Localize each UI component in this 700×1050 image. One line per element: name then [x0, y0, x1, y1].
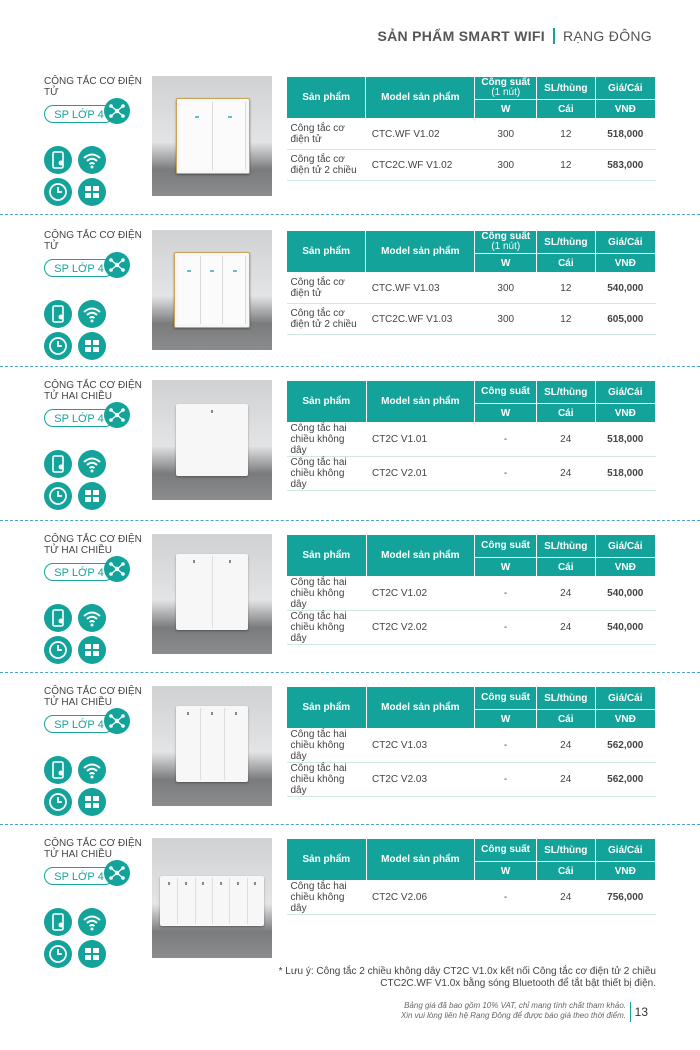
unit-cai: Cái — [537, 100, 595, 119]
unit-w: W — [475, 862, 537, 881]
indicator-dot — [229, 560, 231, 563]
indicator-dot — [193, 560, 195, 563]
qty-value: 24 — [536, 423, 595, 457]
wifi-icon — [78, 146, 106, 174]
table-row — [287, 423, 656, 457]
table-header-row — [287, 381, 656, 404]
disclaimer-line-2: Xin vui lòng liên hệ Rạng Đông để được báo giá theo thời điểm. — [400, 1011, 626, 1020]
col-qty: SL/thùng — [536, 381, 595, 404]
price-value: 562,000 — [595, 729, 656, 763]
col-product: Sản phẩm — [287, 839, 367, 881]
page-header — [377, 28, 652, 44]
unit-vnd: VNĐ — [595, 404, 656, 423]
unit-cai: Cái — [537, 254, 595, 273]
class-badge: SP LỚP 4 — [44, 259, 114, 277]
unit-vnd: VNĐ — [595, 100, 655, 119]
model-code: CT2C V2.01 — [366, 457, 475, 491]
category-label: CÔNG TẮC CƠ ĐIỆN TỬ HAI CHIỀU — [44, 838, 142, 860]
product-photo — [152, 534, 272, 654]
price-table — [286, 838, 656, 915]
product-name: Công tắc cơ điện tử — [287, 119, 366, 150]
gang-separator — [247, 878, 248, 924]
price-value: 605,000 — [595, 304, 655, 335]
col-qty: SL/thùng — [537, 231, 595, 254]
col-power-label: Công suất — [481, 231, 531, 242]
product-section — [0, 230, 700, 380]
clock-icon — [44, 940, 72, 968]
unit-w: W — [475, 100, 537, 119]
wifi-icon — [78, 604, 106, 632]
unit-cai: Cái — [536, 710, 595, 729]
table-header-row — [287, 687, 656, 710]
unit-vnd: VNĐ — [595, 254, 655, 273]
product-name: Công tắc hai chiều không dây — [287, 763, 367, 797]
qty-value: 12 — [537, 150, 595, 181]
wifi-icon — [78, 908, 106, 936]
phone-touch-icon — [44, 604, 72, 632]
indicator-dot — [211, 712, 213, 715]
wifi-icon — [78, 300, 106, 328]
table-header-row — [287, 535, 656, 558]
power-value: - — [475, 611, 537, 645]
header-brand: RẠNG ĐÔNG — [562, 28, 652, 44]
switch-rocker — [180, 102, 213, 170]
qty-value: 24 — [536, 611, 595, 645]
power-value: 300 — [475, 119, 537, 150]
class-badge: SP LỚP 4 — [44, 409, 114, 427]
phone-touch-icon — [44, 756, 72, 784]
product-photo — [152, 686, 272, 806]
product-section — [0, 76, 700, 226]
switch-plate — [160, 876, 264, 926]
unit-vnd: VNĐ — [595, 710, 656, 729]
indicator-dot — [220, 882, 222, 885]
col-power — [475, 839, 537, 862]
table-row — [287, 150, 656, 181]
unit-cai: Cái — [536, 404, 595, 423]
model-code: CT2C V1.02 — [366, 577, 475, 611]
indicator-led — [233, 270, 237, 272]
qty-value: 12 — [537, 304, 595, 335]
col-model: Model sản phẩm — [366, 231, 475, 273]
table-row — [287, 119, 656, 150]
indicator-dot — [237, 882, 239, 885]
price-value: 583,000 — [595, 150, 655, 181]
indicator-dot — [185, 882, 187, 885]
table-row — [287, 273, 656, 304]
class-badge: SP LỚP 4 — [44, 105, 114, 123]
grid-icon — [78, 788, 106, 816]
power-value: - — [475, 457, 537, 491]
network-hub-icon — [104, 98, 130, 124]
power-value: - — [475, 729, 537, 763]
indicator-led — [187, 270, 191, 272]
model-code: CTC.WF V1.03 — [366, 273, 475, 304]
model-code: CTC2C.WF V1.02 — [366, 150, 475, 181]
price-table — [286, 380, 656, 491]
product-name: Công tắc cơ điện tử 2 chiều — [287, 150, 366, 181]
model-code: CT2C V1.03 — [366, 729, 475, 763]
price-table — [286, 534, 656, 645]
product-name: Công tắc cơ điện tử 2 chiều — [287, 304, 366, 335]
power-value: 300 — [475, 273, 537, 304]
col-qty: SL/thùng — [536, 535, 595, 558]
price-value: 540,000 — [595, 273, 655, 304]
power-value: - — [475, 763, 537, 797]
category-label: CÔNG TẮC CƠ ĐIỆN TỬ HAI CHIỀU — [44, 380, 142, 402]
product-name: Công tắc hai chiều không dây — [287, 611, 367, 645]
col-power-label: Công suất — [481, 692, 530, 703]
indicator-dot — [202, 882, 204, 885]
power-value: 300 — [475, 304, 537, 335]
switch-plate — [176, 404, 248, 476]
switch-plate — [176, 554, 248, 630]
clock-icon — [44, 332, 72, 360]
clock-icon — [44, 636, 72, 664]
page-number: 13 — [630, 1002, 648, 1022]
col-product: Sản phẩm — [287, 687, 367, 729]
product-photo — [152, 380, 272, 500]
indicator-dot — [235, 712, 237, 715]
table-row — [287, 729, 656, 763]
category-label: CÔNG TẮC CƠ ĐIỆN TỬ HAI CHIỀU — [44, 686, 142, 708]
power-value: 300 — [475, 150, 537, 181]
col-model: Model sản phẩm — [366, 77, 475, 119]
model-code: CT2C V2.06 — [366, 881, 475, 915]
wifi-icon — [78, 450, 106, 478]
col-model: Model sản phẩm — [366, 839, 475, 881]
indicator-dot — [168, 882, 170, 885]
switch-rocker — [213, 102, 246, 170]
col-price: Giá/Cái — [595, 839, 656, 862]
price-value: 562,000 — [595, 763, 656, 797]
col-qty: SL/thùng — [536, 839, 595, 862]
product-name: Công tắc hai chiều không dây — [287, 729, 367, 763]
qty-value: 24 — [536, 763, 595, 797]
product-name: Công tắc hai chiều không dây — [287, 577, 367, 611]
unit-vnd: VNĐ — [595, 558, 656, 577]
col-power — [475, 77, 537, 100]
qty-value: 24 — [536, 577, 595, 611]
gang-separator — [177, 878, 178, 924]
power-value: - — [475, 577, 537, 611]
switch-rocker — [178, 256, 201, 324]
wifi-icon — [78, 756, 106, 784]
network-hub-icon — [104, 402, 130, 428]
price-value: 756,000 — [595, 881, 656, 915]
indicator-dot — [187, 712, 189, 715]
grid-icon — [78, 636, 106, 664]
switch-rocker — [201, 256, 224, 324]
col-model: Model sản phẩm — [366, 381, 475, 423]
col-power — [475, 687, 537, 710]
product-name: Công tắc hai chiều không dây — [287, 457, 367, 491]
class-badge: SP LỚP 4 — [44, 867, 114, 885]
disclaimer — [296, 1001, 626, 1021]
col-model: Model sản phẩm — [366, 687, 475, 729]
table-header-row — [287, 839, 656, 862]
gang-separator — [229, 878, 230, 924]
network-hub-icon — [104, 556, 130, 582]
network-hub-icon — [104, 708, 130, 734]
col-power — [475, 535, 537, 558]
product-section — [0, 534, 700, 684]
col-power-label: Công suất — [481, 386, 530, 397]
class-badge: SP LỚP 4 — [44, 563, 114, 581]
indicator-led — [210, 270, 214, 272]
clock-icon — [44, 178, 72, 206]
col-power-label: Công suất — [481, 77, 531, 88]
unit-vnd: VNĐ — [595, 862, 656, 881]
class-badge: SP LỚP 4 — [44, 715, 114, 733]
header-separator — [553, 28, 555, 44]
model-code: CTC.WF V1.02 — [366, 119, 475, 150]
category-label: CÔNG TẮC CƠ ĐIỆN TỬ HAI CHIỀU — [44, 534, 142, 556]
price-value: 518,000 — [595, 423, 656, 457]
price-value: 518,000 — [595, 457, 656, 491]
col-price: Giá/Cái — [595, 687, 656, 710]
qty-value: 12 — [537, 273, 595, 304]
indicator-led — [228, 116, 232, 118]
col-price: Giá/Cái — [595, 231, 655, 254]
col-product: Sản phẩm — [287, 381, 367, 423]
col-power-sub: (1 nút) — [491, 87, 521, 98]
product-name: Công tắc hai chiều không dây — [287, 423, 367, 457]
col-product: Sản phẩm — [287, 77, 366, 119]
table-row — [287, 611, 656, 645]
switch-plate — [176, 98, 250, 174]
network-hub-icon — [104, 860, 130, 886]
indicator-dot — [211, 410, 213, 413]
switch-rocker — [223, 256, 246, 324]
category-label: CÔNG TẮC CƠ ĐIỆN TỬ — [44, 76, 142, 98]
table-row — [287, 763, 656, 797]
table-row — [287, 457, 656, 491]
phone-touch-icon — [44, 300, 72, 328]
unit-w: W — [475, 710, 537, 729]
unit-w: W — [475, 404, 537, 423]
phone-touch-icon — [44, 146, 72, 174]
unit-cai: Cái — [536, 558, 595, 577]
price-table — [286, 230, 656, 335]
power-value: - — [475, 423, 537, 457]
product-photo — [152, 76, 272, 196]
category-label: CÔNG TẮC CƠ ĐIỆN TỬ — [44, 230, 142, 252]
indicator-led — [195, 116, 199, 118]
col-power — [475, 231, 537, 254]
network-hub-icon — [104, 252, 130, 278]
grid-icon — [78, 940, 106, 968]
unit-w: W — [475, 254, 537, 273]
price-table — [286, 686, 656, 797]
grid-icon — [78, 178, 106, 206]
col-power-label: Công suất — [481, 844, 530, 855]
table-row — [287, 304, 656, 335]
table-header-row — [287, 77, 656, 100]
col-price: Giá/Cái — [595, 381, 656, 404]
power-value: - — [475, 881, 537, 915]
switch-plate — [176, 706, 248, 782]
col-qty: SL/thùng — [536, 687, 595, 710]
price-table — [286, 76, 656, 181]
clock-icon — [44, 482, 72, 510]
price-value: 518,000 — [595, 119, 655, 150]
col-power-sub: (1 nút) — [491, 241, 521, 252]
switch-plate — [174, 252, 250, 328]
product-name: Công tắc hai chiều không dây — [287, 881, 367, 915]
model-code: CT2C V2.02 — [366, 611, 475, 645]
indicator-dot — [254, 882, 256, 885]
model-code: CTC2C.WF V1.03 — [366, 304, 475, 335]
gang-separator — [200, 708, 201, 780]
product-photo — [152, 230, 272, 350]
qty-value: 24 — [536, 729, 595, 763]
qty-value: 24 — [536, 457, 595, 491]
col-qty: SL/thùng — [537, 77, 595, 100]
table-row — [287, 881, 656, 915]
product-photo — [152, 838, 272, 958]
phone-touch-icon — [44, 908, 72, 936]
col-model: Model sản phẩm — [366, 535, 475, 577]
col-power — [475, 381, 537, 404]
price-value: 540,000 — [595, 611, 656, 645]
disclaimer-line-1: Bảng giá đã bao gồm 10% VAT, chỉ mang tính chất tham khảo. — [404, 1001, 626, 1010]
gang-separator — [224, 708, 225, 780]
col-power-label: Công suất — [481, 540, 530, 551]
model-code: CT2C V2.03 — [366, 763, 475, 797]
gang-separator — [212, 878, 213, 924]
table-row — [287, 577, 656, 611]
unit-cai: Cái — [536, 862, 595, 881]
col-product: Sản phẩm — [287, 231, 366, 273]
product-section — [0, 686, 700, 836]
grid-icon — [78, 482, 106, 510]
clock-icon — [44, 788, 72, 816]
model-code: CT2C V1.01 — [366, 423, 475, 457]
footnote: * Lưu ý: Công tắc 2 chiều không dây CT2C V1.0x kết nối Công tắc cơ điện tử 2 chiều CTC2C.WF V1.0x bằng sóng Bluetooth để tắt bật thiết bị điện. — [278, 966, 656, 989]
phone-touch-icon — [44, 450, 72, 478]
product-name: Công tắc cơ điện tử — [287, 273, 366, 304]
product-section — [0, 380, 700, 530]
qty-value: 24 — [536, 881, 595, 915]
qty-value: 12 — [537, 119, 595, 150]
grid-icon — [78, 332, 106, 360]
col-product: Sản phẩm — [287, 535, 367, 577]
gang-separator — [212, 556, 213, 628]
header-title: SẢN PHẨM SMART WIFI — [377, 28, 545, 44]
gang-separator — [195, 878, 196, 924]
col-price: Giá/Cái — [595, 535, 656, 558]
unit-w: W — [475, 558, 537, 577]
table-header-row — [287, 231, 656, 254]
col-price: Giá/Cái — [595, 77, 655, 100]
price-value: 540,000 — [595, 577, 656, 611]
